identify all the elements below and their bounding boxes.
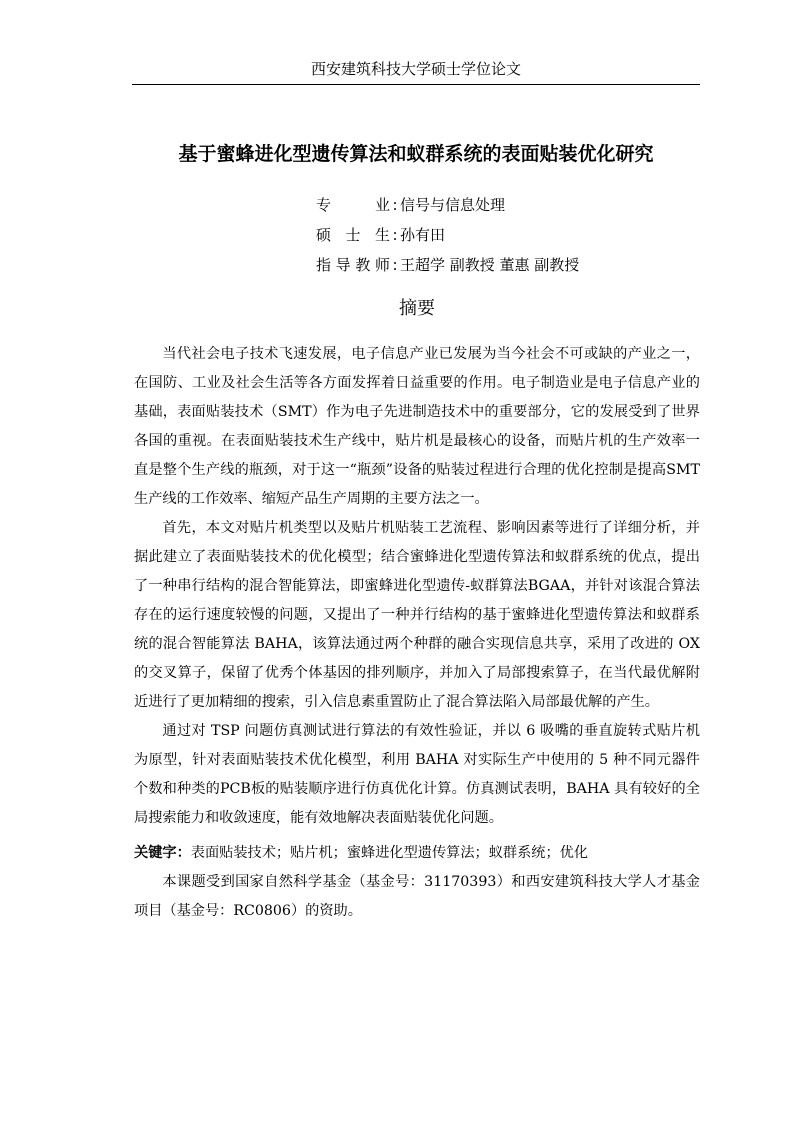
abstract-body — [134, 340, 700, 926]
paper-title: 基于蜜蜂进化型遗传算法和蚁群系统的表面贴装优化研究 — [178, 143, 654, 165]
meta-advisor-label: 指导教师 — [316, 256, 390, 274]
funding-note: 本课题受到国家自然科学基金（基金号：31170393）和西安建筑科技大学人才基金项目（基金号：RC0806）的资助。 — [134, 874, 700, 919]
meta-student-row — [316, 220, 579, 250]
header-rule — [132, 84, 700, 85]
keywords-value: 表面贴装技术；贴片机；蜜蜂进化型遗传算法；蚁群系统；优化 — [190, 845, 589, 861]
meta-student-label: 硕 士 生 — [316, 226, 390, 244]
abstract-paragraph-3: 通过对 TSP 问题仿真测试进行算法的有效性验证，并以 6 吸嘴的垂直旋转式贴片机为原型，针对表面贴装技术优化模型，利用 BAHA 对实际生产中使用的 5 种不同元器件个数和种类的PCB板的贴装顺序进行仿真优化计算。仿真测试表明，BAHA 具有较好的全局搜索能力和收敛速度，能有效地解决表面贴装优化问题。 — [134, 723, 700, 826]
meta-separator: : — [392, 196, 398, 214]
meta-advisor-row — [316, 250, 579, 280]
meta-major-value: 信号与信息处理 — [400, 196, 506, 214]
abstract-paragraph-2: 首先，本文对贴片机类型以及贴片机贴装工艺流程、影响因素等进行了详细分析，并据此建立了表面贴装技术的优化模型；结合蜜蜂进化型遗传算法和蚁群系统的优点，提出了一种串行结构的混合智能算法，即蜜蜂进化型遗传-蚁群算法BGAA，并针对该混合算法存在的运行速度较慢的问题，又提出了一种并行结构的基于蜜蜂进化型遗传算法和蚁群系统的混合智能算法 BAHA，该算法通过两个种群的融合实现信息共享，采用了改进的 OX 的交叉算子，保留了优秀个体基因的排列顺序，并加入了局部搜索算子，在当代最优解附近进行了更加精细的搜索，引入信息素重置防止了混合算法陷入局部最优解的产生。 — [134, 520, 700, 710]
abstract-heading: 摘要 — [399, 298, 435, 319]
meta-advisor-value: 王超学 副教授 董惠 副教授 — [400, 256, 580, 274]
running-header: 西安建筑科技大学硕士学位论文 — [310, 60, 521, 78]
keywords-label: 关键字： — [134, 845, 191, 861]
abstract-paragraph-1: 当代社会电子技术飞速发展，电子信息产业已发展为当今社会不可或缺的产业之一，在国防、工业及社会生活等各方面发挥着日益重要的作用。电子制造业是电子信息产业的基础，表面贴装技术（SMT）作为电子先进制造技术中的重要部分，它的发展受到了世界各国的重视。在表面贴装技术生产线中，贴片机是最核心的设备，而贴片机的生产效率一直是整个生产线的瓶颈，对于这一“瓶颈”设备的贴装过程进行合理的优化控制是提高SMT生产线的工作效率、缩短产品生产周期的主要方法之一。 — [134, 346, 700, 507]
meta-major-label: 专 业 — [316, 196, 390, 214]
meta-separator: : — [392, 226, 398, 244]
meta-major-row — [316, 190, 579, 220]
thesis-meta — [316, 190, 579, 280]
keywords-line — [134, 839, 700, 868]
meta-separator: : — [392, 256, 398, 274]
meta-student-value: 孙有田 — [400, 226, 446, 244]
